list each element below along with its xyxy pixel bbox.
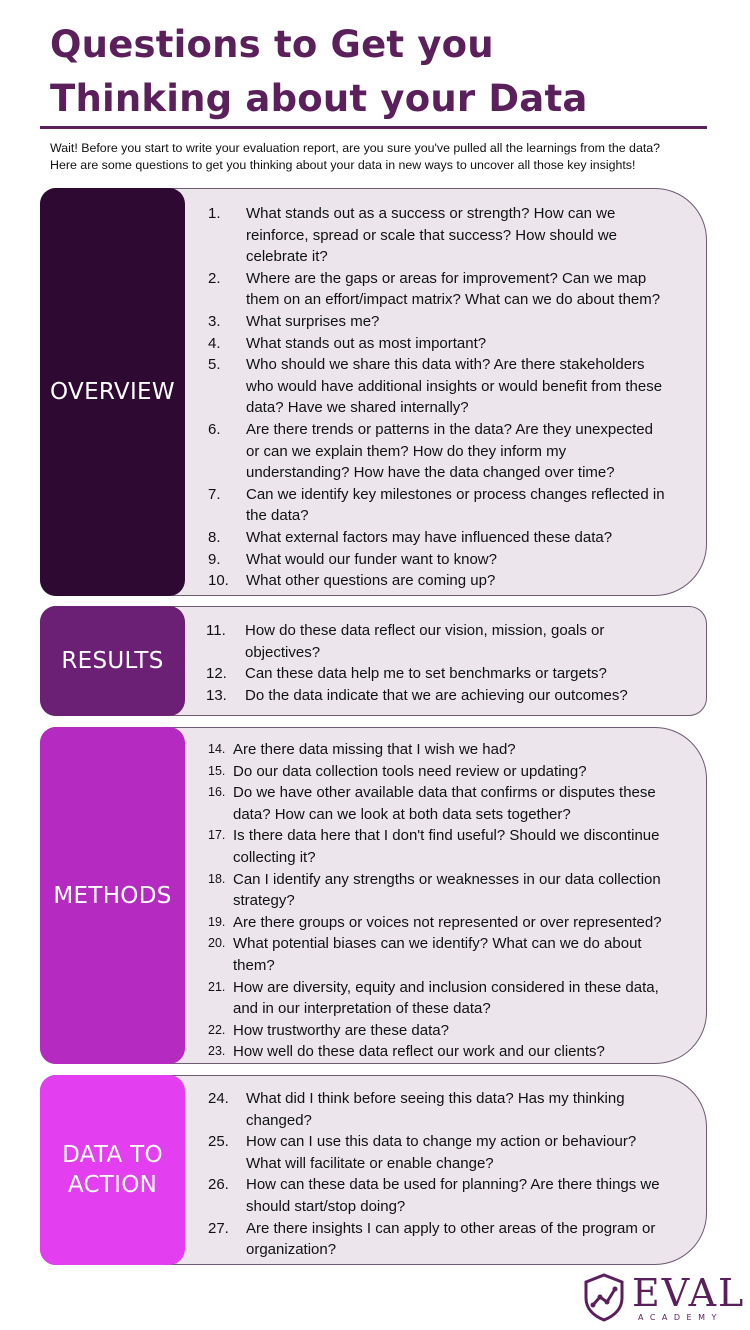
question-text xyxy=(246,1218,698,1261)
question-number: 21. xyxy=(208,979,226,994)
question-text xyxy=(233,739,698,761)
question-line: reinforce, spread or scale that success? How should we xyxy=(246,226,618,244)
intro-line: Wait! Before you start to write your evaluation report, are you sure you've pulled all the learnings from the data? xyxy=(50,141,661,155)
question-line: celebrate it? xyxy=(246,248,328,266)
question-line: and in our interpretation of these data? xyxy=(233,1000,491,1018)
question-item xyxy=(208,268,698,311)
question-line: How well do these data reflect our work and our clients? xyxy=(233,1043,605,1061)
question-line: or can we explain them? How do they inform my xyxy=(246,442,567,460)
question-number: 14. xyxy=(208,742,226,756)
section-label: OVERVIEW xyxy=(50,379,175,405)
question-line: the data? xyxy=(246,507,309,525)
question-text xyxy=(246,570,698,592)
question-number: 1. xyxy=(208,205,221,222)
question-item xyxy=(208,912,698,934)
question-text xyxy=(246,484,698,527)
question-item xyxy=(208,333,698,355)
question-number: 7. xyxy=(208,485,221,503)
question-number: 2. xyxy=(208,269,221,287)
question-item xyxy=(208,484,698,527)
logo-subtitle: ACADEMY xyxy=(638,1313,723,1322)
question-item xyxy=(208,825,698,868)
question-line: Are there groups or voices not represented or over represented? xyxy=(233,913,662,931)
question-text xyxy=(233,782,698,825)
section-methods xyxy=(40,727,707,1064)
question-line: should start/stop doing? xyxy=(246,1197,406,1215)
question-text xyxy=(245,620,696,663)
page-title xyxy=(50,18,710,126)
section-label-line: DATA TO xyxy=(62,1142,163,1168)
question-number: 9. xyxy=(208,550,221,568)
question-text xyxy=(246,268,698,311)
question-number: 12. xyxy=(206,665,227,683)
question-line: Can I identify any strengths or weaknesses in our data collection xyxy=(233,870,661,888)
question-item xyxy=(208,977,698,1020)
question-line: organization? xyxy=(246,1241,337,1259)
question-text xyxy=(246,419,698,484)
question-line: What will facilitate or enable change? xyxy=(246,1154,494,1172)
question-line: What surprises me? xyxy=(246,312,380,330)
question-line: objectives? xyxy=(245,643,321,661)
section-label-box xyxy=(40,1075,185,1265)
question-number: 24. xyxy=(208,1090,229,1107)
question-line: Do we have other available data that confirms or disputes these xyxy=(233,784,656,802)
question-line: data? How can we look at both data sets together? xyxy=(233,805,571,823)
question-line: How can I use this data to change my action or behaviour? xyxy=(246,1133,637,1151)
question-number: 18. xyxy=(208,871,226,886)
question-number: 22. xyxy=(208,1022,226,1037)
question-line: them on an effort/impact matrix? What can we do about them? xyxy=(246,291,661,309)
question-line: Do our data collection tools need review or updating? xyxy=(233,762,587,780)
question-line: Are there trends or patterns in the data? Are they unexpected xyxy=(246,420,653,438)
question-number: 17. xyxy=(208,828,226,843)
question-line: What external factors may have influenced these data? xyxy=(246,528,613,546)
question-number: 16. xyxy=(208,785,226,800)
question-line: How do these data reflect our vision, mission, goals or xyxy=(245,622,605,639)
question-item xyxy=(208,1218,698,1261)
question-item xyxy=(208,1174,698,1217)
section-overview xyxy=(40,188,707,596)
question-text xyxy=(233,1041,698,1063)
question-item xyxy=(208,311,698,333)
section-label-box xyxy=(40,727,185,1064)
section-data-to-action xyxy=(40,1075,707,1265)
question-list xyxy=(208,739,698,1063)
question-line: What potential biases can we identify? What can we do about xyxy=(233,935,642,953)
question-line: What would our funder want to know? xyxy=(246,550,497,568)
question-item xyxy=(208,1131,698,1174)
question-item xyxy=(208,419,698,484)
title-line: Thinking about your Data xyxy=(50,77,588,120)
intro-text xyxy=(50,140,720,174)
question-item xyxy=(208,203,698,268)
question-text xyxy=(233,977,698,1020)
title-divider xyxy=(40,126,707,129)
question-line: them? xyxy=(233,956,275,974)
question-number: 3. xyxy=(208,312,221,330)
question-line: What stands out as a success or strength? How can we xyxy=(246,205,616,222)
section-label-box xyxy=(40,606,185,716)
eval-academy-logo xyxy=(582,1271,746,1324)
question-text xyxy=(245,685,696,707)
question-line: Are there insights I can apply to other areas of the program or xyxy=(246,1219,656,1237)
section-label xyxy=(62,1140,163,1200)
section-label-line: ACTION xyxy=(67,1172,158,1198)
question-number: 10. xyxy=(208,572,229,590)
question-item xyxy=(208,869,698,912)
question-line: changed? xyxy=(246,1111,312,1129)
question-number: 6. xyxy=(208,420,221,438)
question-line: Who should we share this data with? Are there stakeholders xyxy=(246,356,645,374)
question-line: How trustworthy are these data? xyxy=(233,1021,449,1039)
question-line: What stands out as most important? xyxy=(246,334,487,352)
logo-name: EVAL xyxy=(632,1271,746,1315)
question-line: strategy? xyxy=(233,892,295,910)
intro-line: Here are some questions to get you thinking about your data in new ways to uncover all those key insights! xyxy=(50,158,636,172)
question-line: What other questions are coming up? xyxy=(246,572,496,590)
question-number: 5. xyxy=(208,356,221,374)
question-number: 26. xyxy=(208,1176,229,1194)
question-item xyxy=(208,782,698,825)
question-item xyxy=(208,1020,698,1042)
question-text xyxy=(233,1020,698,1042)
question-text xyxy=(246,1088,698,1131)
question-item xyxy=(208,761,698,783)
question-text xyxy=(246,1174,698,1217)
question-number: 4. xyxy=(208,334,221,352)
question-line: Do the data indicate that we are achieving our outcomes? xyxy=(245,686,628,704)
question-item xyxy=(208,354,698,419)
question-number: 23. xyxy=(208,1044,226,1059)
question-item xyxy=(208,549,698,571)
question-line: What did I think before seeing this data? Has my thinking xyxy=(246,1090,625,1107)
question-list xyxy=(208,1088,698,1261)
title-line: Questions to Get you xyxy=(50,23,494,66)
question-number: 19. xyxy=(208,914,226,929)
question-line: How can these data be used for planning? Are there things we xyxy=(246,1176,660,1194)
section-results xyxy=(40,606,707,716)
question-item xyxy=(206,620,696,663)
question-item xyxy=(208,933,698,976)
question-text xyxy=(233,912,698,934)
question-item xyxy=(208,739,698,761)
section-label-box xyxy=(40,188,185,596)
question-number: 25. xyxy=(208,1133,229,1151)
question-item xyxy=(208,570,698,592)
question-line: who would have additional insights or would benefit from these xyxy=(246,377,663,395)
question-line: Can these data help me to set benchmarks or targets? xyxy=(245,665,607,683)
question-text xyxy=(246,311,698,333)
question-text xyxy=(233,869,698,912)
question-text xyxy=(246,203,698,268)
question-text xyxy=(233,761,698,783)
question-text xyxy=(246,527,698,549)
question-line: Are there data missing that I wish we had? xyxy=(233,741,516,758)
question-number: 13. xyxy=(206,686,227,704)
question-text xyxy=(246,549,698,571)
question-text xyxy=(233,933,698,976)
question-item xyxy=(206,663,696,685)
question-item xyxy=(208,1041,698,1063)
question-number: 15. xyxy=(208,763,226,778)
question-line: How are diversity, equity and inclusion considered in these data, xyxy=(233,978,659,996)
question-line: data? Have we shared internally? xyxy=(246,399,469,417)
question-line: understanding? How have the data changed over time? xyxy=(246,464,615,482)
question-number: 8. xyxy=(208,528,221,546)
question-line: Where are the gaps or areas for improvement? Can we map xyxy=(246,269,647,287)
question-line: collecting it? xyxy=(233,848,316,866)
question-line: Is there data here that I don't find useful? Should we discontinue xyxy=(233,827,660,845)
question-number: 20. xyxy=(208,936,226,951)
shield-chart-icon xyxy=(582,1272,626,1322)
section-label: RESULTS xyxy=(61,648,164,674)
question-number: 27. xyxy=(208,1219,229,1237)
question-item xyxy=(206,685,696,707)
question-text xyxy=(233,825,698,868)
question-item xyxy=(208,1088,698,1131)
question-text xyxy=(246,354,698,419)
question-text xyxy=(246,333,698,355)
question-list xyxy=(208,203,698,592)
question-list xyxy=(206,620,696,706)
section-label: METHODS xyxy=(53,882,172,909)
question-line: Can we identify key milestones or process changes reflected in xyxy=(246,485,665,503)
question-text xyxy=(246,1131,698,1174)
question-number: 11. xyxy=(206,622,226,639)
question-text xyxy=(245,663,696,685)
question-item xyxy=(208,527,698,549)
